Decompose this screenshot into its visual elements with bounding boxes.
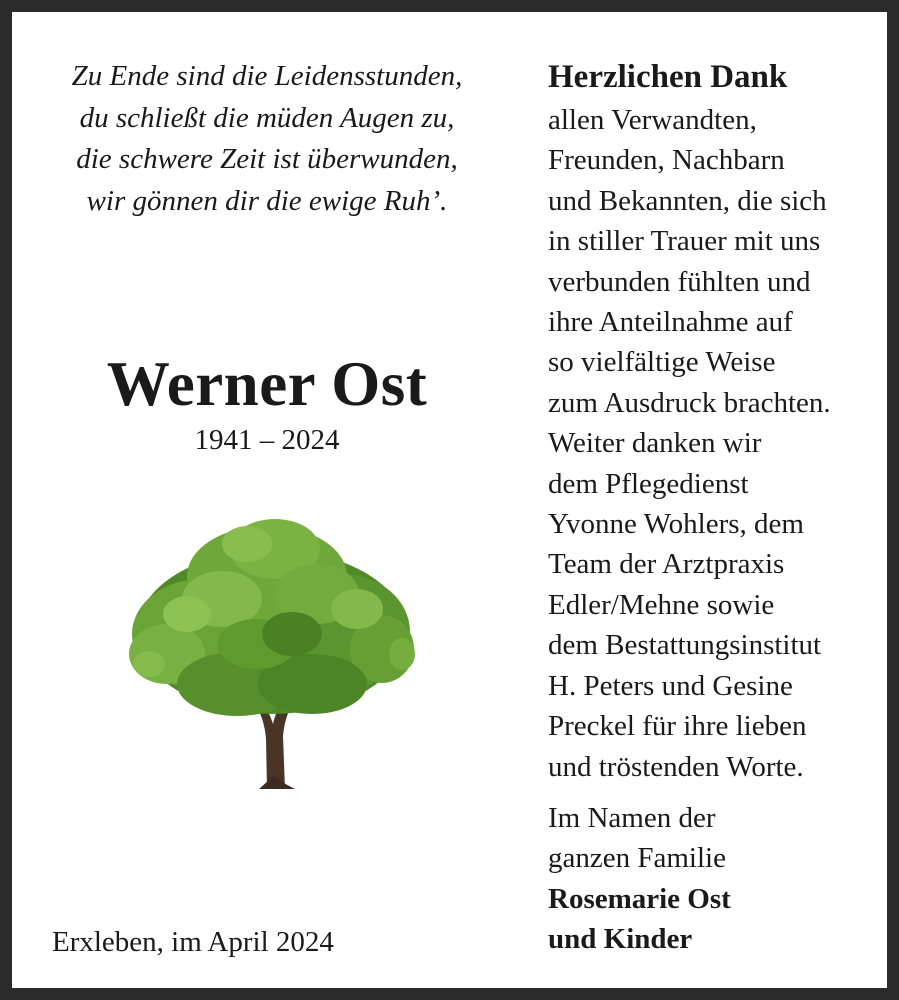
tree-foliage <box>129 519 415 716</box>
poem-line: die schwere Zeit ist überwunden, <box>76 143 458 175</box>
closing-line: Im Namen der <box>548 801 716 834</box>
poem-line: du schließt die müden Augen zu, <box>79 101 455 134</box>
tree-illustration <box>127 514 417 789</box>
thanks-line: so vielfältige Weise <box>548 346 776 379</box>
thanks-line: dem Pflegedienst <box>548 467 749 500</box>
thanks-line: allen Verwandten, <box>548 104 757 136</box>
poem-line: wir gönnen dir die ewige Ruh’. <box>86 184 448 217</box>
closing-line: ganzen Familie <box>548 842 726 875</box>
thanks-text <box>548 100 888 787</box>
thanks-line: zum Ausdruck brachten. <box>548 386 831 419</box>
thanks-section <box>548 54 888 960</box>
signature-name: Rosemarie Ost <box>548 882 731 915</box>
thanks-heading: Herzlichen Dank <box>548 59 788 95</box>
thanks-line: und tröstenden Worte. <box>548 750 804 783</box>
signature-family: und Kinder <box>548 923 693 956</box>
place-and-date: Erxleben, im April 2024 <box>52 926 334 958</box>
thanks-line: Edler/Mehne sowie <box>548 588 775 621</box>
closing-block <box>548 798 888 960</box>
thanks-line: Preckel für ihre lieben <box>548 710 807 743</box>
thanks-line: Freunden, Nachbarn <box>548 144 785 177</box>
thanks-line: in stiller Trauer mit uns <box>548 225 821 258</box>
thanks-line: verbunden fühlten und <box>548 265 811 298</box>
memorial-poem <box>32 56 502 222</box>
poem-line: Zu Ende sind die Leidensstunden, <box>71 60 463 92</box>
thanks-line: und Bekannten, die sich <box>548 184 827 217</box>
thanks-line: ihre Anteilnahme auf <box>548 306 793 339</box>
life-dates: 1941 – 2024 <box>194 424 340 456</box>
thanks-line: Team der Arztpraxis <box>548 548 785 581</box>
thanks-line: Yvonne Wohlers, dem <box>548 508 804 541</box>
thanks-line: H. Peters und Gesine <box>548 669 793 702</box>
thanks-line: Weiter danken wir <box>548 427 762 460</box>
deceased-name: Werner Ost <box>106 349 428 419</box>
thanks-line: dem Bestattungsinstitut <box>548 629 822 662</box>
